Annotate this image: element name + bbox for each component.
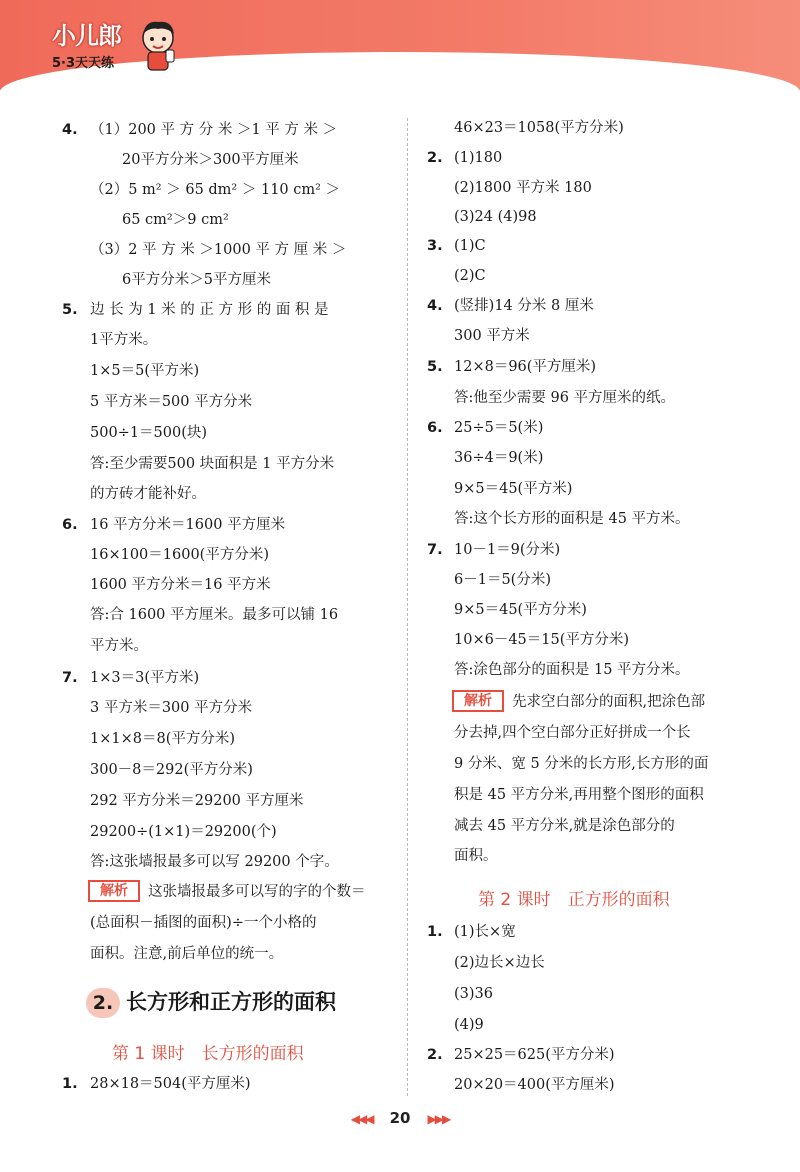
answer-line: 292 平方分米＝29200 平方厘米 — [90, 793, 304, 809]
analysis-tag: 解析 — [88, 880, 140, 902]
answer-line: 12×8＝96(平方厘米) — [454, 359, 597, 375]
section-number: 2. — [86, 988, 120, 1018]
answer-line: 28×18＝504(平方厘米) — [90, 1076, 251, 1092]
question-number: 4. — [427, 298, 443, 314]
column-divider — [407, 118, 408, 1096]
analysis-text: 积是 45 平方分米,再用整个图形的面积 — [454, 787, 704, 803]
question-number: 6. — [62, 517, 78, 533]
answer-line: (1)180 — [454, 150, 503, 166]
answer-line: 1×3＝3(平方米) — [90, 670, 200, 686]
brand-title: 小儿郎 — [52, 22, 121, 50]
answer-line: 边 长 为 1 米 的 正 方 形 的 面 积 是 — [90, 302, 329, 318]
answer-line: (竖排)14 分米 8 厘米 — [454, 298, 594, 314]
answer-line: 20×20＝400(平方厘米) — [454, 1077, 615, 1093]
analysis-text: (总面积－插图的面积)÷一个小格的 — [90, 915, 317, 931]
analysis-tag: 解析 — [452, 690, 504, 712]
question-number: 1. — [427, 924, 443, 940]
question-number: 7. — [427, 542, 443, 558]
answer-line: 1×1×8＝8(平方分米) — [90, 731, 236, 747]
answer-line: 的方砖才能补好。 — [90, 486, 206, 502]
question-number: 3. — [427, 238, 443, 254]
analysis-text: 面积。 — [454, 848, 498, 864]
answer-line: 5 平方米＝500 平方分米 — [90, 394, 253, 410]
answer-line: 1×5＝5(平方米) — [90, 363, 200, 379]
answer-line: 1平方米。 — [90, 332, 158, 348]
answer-line: (4)9 — [454, 1017, 484, 1033]
answer-line: 答:这个长方形的面积是 45 平方米。 — [454, 511, 690, 527]
answer-line: 46×23＝1058(平方分米) — [454, 120, 624, 136]
answer-line: 16×100＝1600(平方分米) — [90, 547, 269, 563]
question-number: 5. — [62, 302, 78, 318]
analysis-text: 先求空白部分的面积,把涂色部 — [512, 694, 706, 710]
question-number: 7. — [62, 670, 78, 686]
answer-line: 36÷4＝9(米) — [454, 450, 544, 466]
analysis-text: 这张墙报最多可以写的字的个数＝ — [148, 884, 366, 900]
question-number: 2. — [427, 1047, 443, 1063]
answer-line: (3)36 — [454, 986, 493, 1002]
section-heading — [86, 984, 376, 1020]
answer-line: 6平方分米＞5平方厘米 — [122, 272, 271, 288]
page-number: 20 — [389, 1109, 411, 1127]
answer-line: 3 平方米＝300 平方分米 — [90, 700, 253, 716]
analysis-text: 分去掉,四个空白部分正好拼成一个长 — [454, 725, 691, 741]
answer-line: 答:至少需要500 块面积是 1 平方分米 — [90, 456, 335, 472]
answer-line: （1）200 平 方 分 米 ＞1 平 方 米 ＞ — [90, 122, 338, 138]
answer-line: 300－8＝292(平方分米) — [90, 762, 253, 778]
answer-line: 20平方分米＞300平方厘米 — [122, 152, 299, 168]
answer-line: 9×5＝45(平方分米) — [454, 602, 587, 618]
answer-line: 9×5＝45(平方米) — [454, 481, 573, 497]
answer-line: 25÷5＝5(米) — [454, 420, 544, 436]
answer-line: 6－1＝5(分米) — [454, 572, 551, 588]
answer-line: 300 平方米 — [454, 328, 530, 344]
answer-line: （2）5 m² ＞ 65 dm² ＞ 110 cm² ＞ — [90, 182, 341, 198]
answer-line: (2)1800 平方米 180 — [454, 180, 592, 196]
answer-line: 29200÷(1×1)＝29200(个) — [90, 824, 277, 840]
answer-line: (1)C — [454, 238, 486, 254]
left-arrows-icon: ◀◀◀ — [350, 1112, 373, 1126]
lesson-title: 第 1 课时 长方形的面积 — [112, 1044, 304, 1064]
question-number: 5. — [427, 359, 443, 375]
answer-line: 平方米。 — [90, 638, 148, 654]
answer-line: (3)24 (4)98 — [454, 209, 537, 225]
answer-line: (2)C — [454, 268, 486, 284]
answer-line: 16 平方分米＝1600 平方厘米 — [90, 517, 286, 533]
answer-line: 1600 平方分米＝16 平方米 — [90, 577, 271, 593]
answer-line: 65 cm²＞9 cm² — [122, 212, 229, 228]
answer-line: 500÷1＝500(块) — [90, 425, 208, 441]
brand-subtitle: 5·3天天练 — [52, 56, 115, 71]
question-number: 6. — [427, 420, 443, 436]
section-title: 长方形和正方形的面积 — [126, 990, 336, 1014]
answer-line: 答:涂色部分的面积是 15 平方分米。 — [454, 662, 690, 678]
answer-line: 10－1＝9(分米) — [454, 542, 561, 558]
question-number: 4. — [62, 122, 78, 138]
question-number: 1. — [62, 1076, 78, 1092]
answer-line: （3）2 平 方 米 ＞1000 平 方 厘 米 ＞ — [90, 242, 347, 258]
answer-line: (1)长×宽 — [454, 924, 516, 940]
page-footer — [0, 1108, 800, 1132]
answer-line: 25×25＝625(平方分米) — [454, 1047, 615, 1063]
question-number: 2. — [427, 150, 443, 166]
answer-line: 答:合 1600 平方厘米。最多可以铺 16 — [90, 607, 339, 623]
analysis-text: 9 分米、宽 5 分米的长方形,长方形的面 — [454, 756, 709, 772]
analysis-text: 减去 45 平方分米,就是涂色部分的 — [454, 818, 675, 834]
mascot-icon — [136, 18, 180, 74]
analysis-text: 面积。注意,前后单位的统一。 — [90, 946, 284, 962]
lesson-title: 第 2 课时 正方形的面积 — [478, 890, 670, 910]
right-arrows-icon: ▶▶▶ — [427, 1112, 450, 1126]
answer-line: 答:这张墙报最多可以写 29200 个字。 — [90, 854, 339, 870]
answer-line: 10×6－45＝15(平方分米) — [454, 632, 630, 648]
answer-line: 答:他至少需要 96 平方厘米的纸。 — [454, 390, 676, 406]
answer-line: (2)边长×边长 — [454, 955, 545, 971]
